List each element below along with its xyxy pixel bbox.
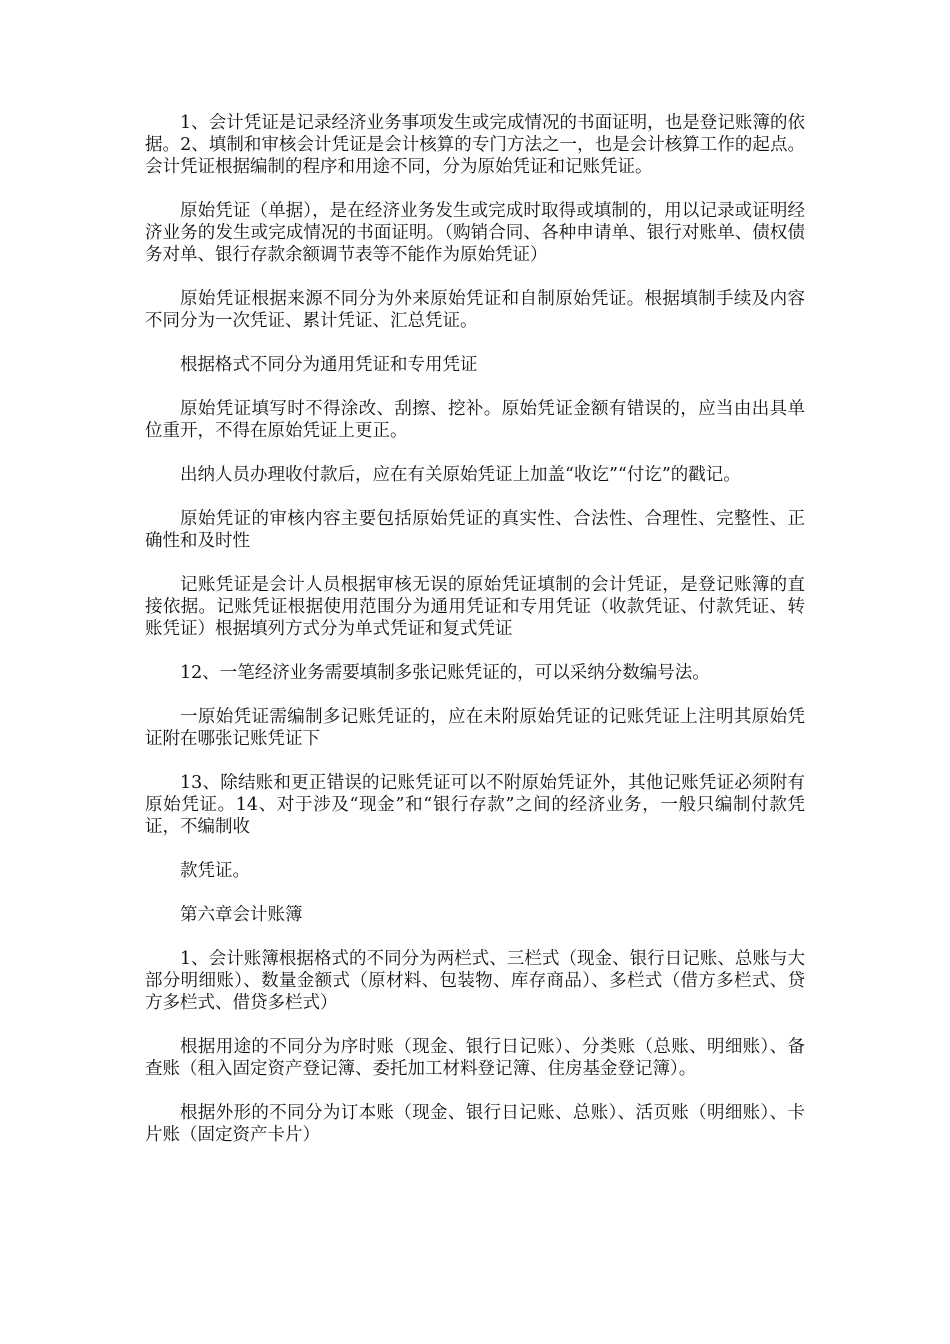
paragraph: 12、一笔经济业务需要填制多张记账凭证的，可以采纳分数编号法。 xyxy=(180,663,710,683)
paragraph: 款凭证。 xyxy=(180,861,250,881)
paragraph: 根据格式不同分为通用凭证和专用凭证 xyxy=(180,355,478,375)
chapter-heading: 第六章会计账簿 xyxy=(180,905,303,925)
paragraph: 原始凭证（单据），是在经济业务发生或完成时取得或填制的，用以记录或证明经济业务的发生或完成情况的书面证明。（购销合同、各种申请单、银行对账单、债权债务对单、银行存款余额调节表等不能作为原始凭证） xyxy=(145,201,805,265)
paragraph: 根据用途的不同分为序时账（现金、银行日记账）、分类账（总账、明细账）、备查账（租入固定资产登记簿、委托加工材料登记簿、住房基金登记簿）。 xyxy=(145,1037,805,1079)
paragraph: 原始凭证填写时不得涂改、刮擦、挖补。原始凭证金额有错误的，应当由出具单位重开，不得在原始凭证上更正。 xyxy=(145,399,805,441)
paragraph: 出纳人员办理收付款后，应在有关原始凭证上加盖“收讫”“付讫”的戳记。 xyxy=(180,465,741,485)
paragraph: 原始凭证根据来源不同分为外来原始凭证和自制原始凭证。根据填制手续及内容不同分为一次凭证、累计凭证、汇总凭证。 xyxy=(145,289,805,331)
paragraph: 记账凭证是会计人员根据审核无误的原始凭证填制的会计凭证，是登记账簿的直接依据。记账凭证根据使用范围分为通用凭证和专用凭证（收款凭证、付款凭证、转账凭证）根据填列方式分为单式凭证和复式凭证 xyxy=(145,575,805,639)
paragraph: 一原始凭证需编制多记账凭证的，应在未附原始凭证的记账凭证上注明其原始凭证附在哪张记账凭证下 xyxy=(145,707,805,749)
paragraph: 原始凭证的审核内容主要包括原始凭证的真实性、合法性、合理性、完整性、正确性和及时性 xyxy=(145,509,805,551)
paragraph: 1、会计账簿根据格式的不同分为两栏式、三栏式（现金、银行日记账、总账与大部分明细账）、数量金额式（原材料、包装物、库存商品）、多栏式（借方多栏式、贷方多栏式、借贷多栏式） xyxy=(145,949,805,1013)
paragraph: 13、除结账和更正错误的记账凭证可以不附原始凭证外，其他记账凭证必须附有原始凭证。14、对于涉及“现金”和“银行存款”之间的经济业务，一般只编制付款凭证，不编制收 xyxy=(145,773,805,837)
paragraph: 1、会计凭证是记录经济业务事项发生或完成情况的书面证明，也是登记账簿的依据。2、填制和审核会计凭证是会计核算的专门方法之一，也是会计核算工作的起点。会计凭证根据编制的程序和用途不同，分为原始凭证和记账凭证。 xyxy=(145,113,805,177)
paragraph: 根据外形的不同分为订本账（现金、银行日记账、总账）、活页账（明细账）、卡片账（固定资产卡片） xyxy=(145,1103,805,1145)
document-body xyxy=(145,112,805,1168)
